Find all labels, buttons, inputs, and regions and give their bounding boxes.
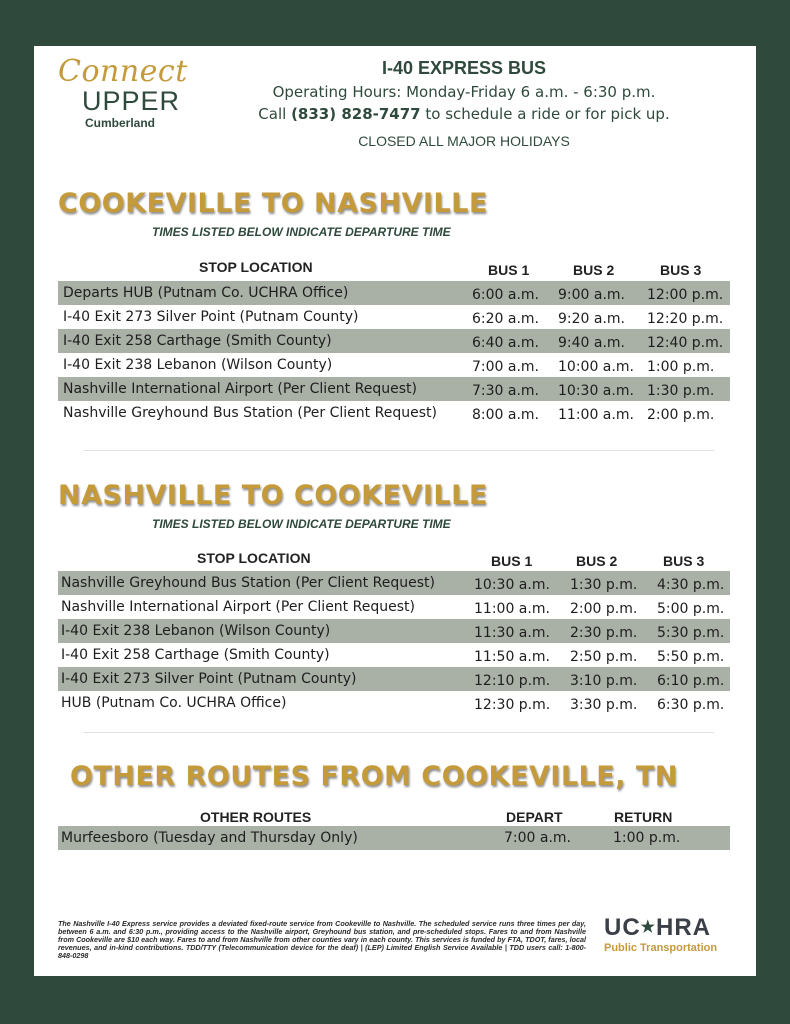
bus3-time: 5:30 p.m.: [657, 625, 725, 641]
section1-header-bus2: BUS 2: [573, 262, 615, 278]
uchra-wordmark: [604, 914, 744, 942]
section1-header-bus3: BUS 3: [660, 262, 702, 278]
schedule-page: [34, 46, 756, 976]
bus1-time: 12:30 p.m.: [474, 697, 551, 713]
bus3-time: 6:30 p.m.: [657, 697, 725, 713]
logo-line2: UPPER: [82, 86, 181, 116]
depart-time: 7:00 a.m.: [504, 830, 572, 846]
call-line: [229, 105, 699, 123]
table-row: [58, 619, 730, 643]
stop-location: Departs HUB (Putnam Co. UCHRA Office): [63, 285, 349, 301]
page-title: I-40 EXPRESS BUS: [381, 58, 547, 78]
stop-location: I-40 Exit 273 Silver Point (Putnam County): [63, 309, 359, 325]
section1-header-bus1: BUS 1: [488, 262, 530, 278]
bus3-time: 12:00 p.m.: [647, 287, 724, 303]
footer-disclaimer: The Nashville I-40 Express service provides a deviated fixed-route service from Cookeville to Nashville. The scheduled service runs three times per day, between 6 a.m. and 6:30 p.m., providing access to the Nashville airport, Greyhound bus station, and pre-scheduled stops. Fares to and from Nashville from Cookeville are $10 each way. Fares to and from Nashville from other counties vary in each county. This services is funded by FTA, TDOT, fares, local revenues, and in-kind contributions. TDD/TTY (Telecommunication device for the deaf) | (LEP) Limited English Service Available | TDD users call: 1-800-848-0298: [58, 919, 586, 960]
section-title-nashville-to-cookeville: NASHVILLE TO COOKEVILLE: [58, 480, 488, 511]
connect-upper-cumberland-logo: [56, 54, 188, 130]
section3-header-return: RETURN: [614, 809, 673, 825]
table-row: [58, 667, 730, 691]
section-title-cookeville-to-nashville: COOKEVILLE TO NASHVILLE: [58, 188, 488, 219]
bus2-time: 2:00 p.m.: [570, 601, 638, 617]
bus2-time: 2:30 p.m.: [570, 625, 638, 641]
bus1-time: 6:20 a.m.: [472, 311, 540, 327]
bus3-time: 5:50 p.m.: [657, 649, 725, 665]
bus1-time: 11:30 a.m.: [474, 625, 550, 641]
section1-subtitle: TIMES LISTED BELOW INDICATE DEPARTURE TIME: [152, 225, 451, 239]
bus1-time: 7:30 a.m.: [472, 383, 540, 399]
section2-header-bus3: BUS 3: [663, 553, 705, 569]
stop-location: Nashville Greyhound Bus Station (Per Client Request): [61, 575, 435, 591]
phone-number[interactable]: (833) 828-7477: [291, 105, 421, 123]
stop-location: I-40 Exit 238 Lebanon (Wilson County): [61, 623, 331, 639]
section2-header-bus1: BUS 1: [491, 553, 533, 569]
bus2-time: 3:10 p.m.: [570, 673, 638, 689]
operating-hours: Operating Hours: Monday-Friday 6 a.m. - 6:30 p.m.: [272, 83, 656, 101]
bus1-time: 8:00 a.m.: [472, 407, 540, 423]
star-icon: ★: [640, 919, 657, 936]
section1-header-stop: STOP LOCATION: [199, 259, 313, 275]
bus1-time: 6:40 a.m.: [472, 335, 540, 351]
bus2-time: 10:00 a.m.: [558, 359, 634, 375]
return-time: 1:00 p.m.: [613, 830, 681, 846]
stop-location: I-40 Exit 258 Carthage (Smith County): [63, 333, 332, 349]
uchra-name-right: HRA: [656, 914, 712, 941]
table-row: [58, 826, 730, 850]
table-row: [58, 643, 730, 667]
stop-location: Nashville International Airport (Per Client Request): [63, 381, 417, 397]
section2-subtitle: TIMES LISTED BELOW INDICATE DEPARTURE TIME: [152, 517, 451, 531]
table-row: [58, 595, 730, 619]
bus3-time: 1:00 p.m.: [647, 359, 715, 375]
table-row: [58, 401, 730, 425]
section3-header-depart: DEPART: [506, 809, 563, 825]
bus3-time: 12:20 p.m.: [647, 311, 724, 327]
bus2-time: 9:00 a.m.: [558, 287, 626, 303]
bus2-time: 11:00 a.m.: [558, 407, 634, 423]
bus1-time: 12:10 p.m.: [474, 673, 551, 689]
stop-location: I-40 Exit 238 Lebanon (Wilson County): [63, 357, 333, 373]
divider: [84, 732, 714, 733]
logo-line3: Cumberland: [85, 116, 156, 130]
bus2-time: 9:40 a.m.: [558, 335, 626, 351]
stop-location: I-40 Exit 258 Carthage (Smith County): [61, 647, 330, 663]
uchra-name-left: UC: [604, 914, 641, 941]
section3-header-routes: OTHER ROUTES: [200, 809, 312, 825]
bus1-time: 11:50 a.m.: [474, 649, 550, 665]
uchra-tagline: Public Transportation: [604, 942, 718, 954]
table-row: [58, 353, 730, 377]
table-row: [58, 305, 730, 329]
bus3-time: 1:30 p.m.: [647, 383, 715, 399]
section2-header-stop: STOP LOCATION: [197, 550, 311, 566]
call-suffix: to schedule a ride or for pick up.: [425, 105, 670, 123]
table-row: [58, 691, 730, 715]
table-row: [58, 571, 730, 595]
bus2-time: 9:20 a.m.: [558, 311, 626, 327]
bus2-time: 1:30 p.m.: [570, 577, 638, 593]
table-row: [58, 329, 730, 353]
bus2-time: 2:50 p.m.: [570, 649, 638, 665]
bus1-time: 7:00 a.m.: [472, 359, 540, 375]
section-title-other-routes: OTHER ROUTES FROM COOKEVILLE, TN: [70, 761, 678, 792]
header: [229, 58, 699, 149]
section2-header-bus2: BUS 2: [576, 553, 618, 569]
route-name: Murfeesboro (Tuesday and Thursday Only): [61, 830, 358, 846]
bus3-time: 4:30 p.m.: [657, 577, 725, 593]
bus3-time: 5:00 p.m.: [657, 601, 725, 617]
divider: [84, 450, 714, 451]
uchra-logo: [604, 914, 744, 954]
call-prefix: Call: [258, 105, 287, 123]
bus1-time: 6:00 a.m.: [472, 287, 540, 303]
logo-line1: Connect: [58, 54, 188, 89]
stop-location: Nashville International Airport (Per Client Request): [61, 599, 415, 615]
bus3-time: 12:40 p.m.: [647, 335, 724, 351]
bus2-time: 3:30 p.m.: [570, 697, 638, 713]
bus1-time: 11:00 a.m.: [474, 601, 550, 617]
bus2-time: 10:30 a.m.: [558, 383, 634, 399]
bus1-time: 10:30 a.m.: [474, 577, 550, 593]
bus3-time: 2:00 p.m.: [647, 407, 715, 423]
table-row: [58, 377, 730, 401]
stop-location: I-40 Exit 273 Silver Point (Putnam County): [61, 671, 357, 687]
stop-location: Nashville Greyhound Bus Station (Per Client Request): [63, 405, 437, 421]
bus3-time: 6:10 p.m.: [657, 673, 725, 689]
closed-notice: CLOSED ALL MAJOR HOLIDAYS: [358, 133, 570, 149]
stop-location: HUB (Putnam Co. UCHRA Office): [61, 695, 287, 711]
table-row: [58, 281, 730, 305]
